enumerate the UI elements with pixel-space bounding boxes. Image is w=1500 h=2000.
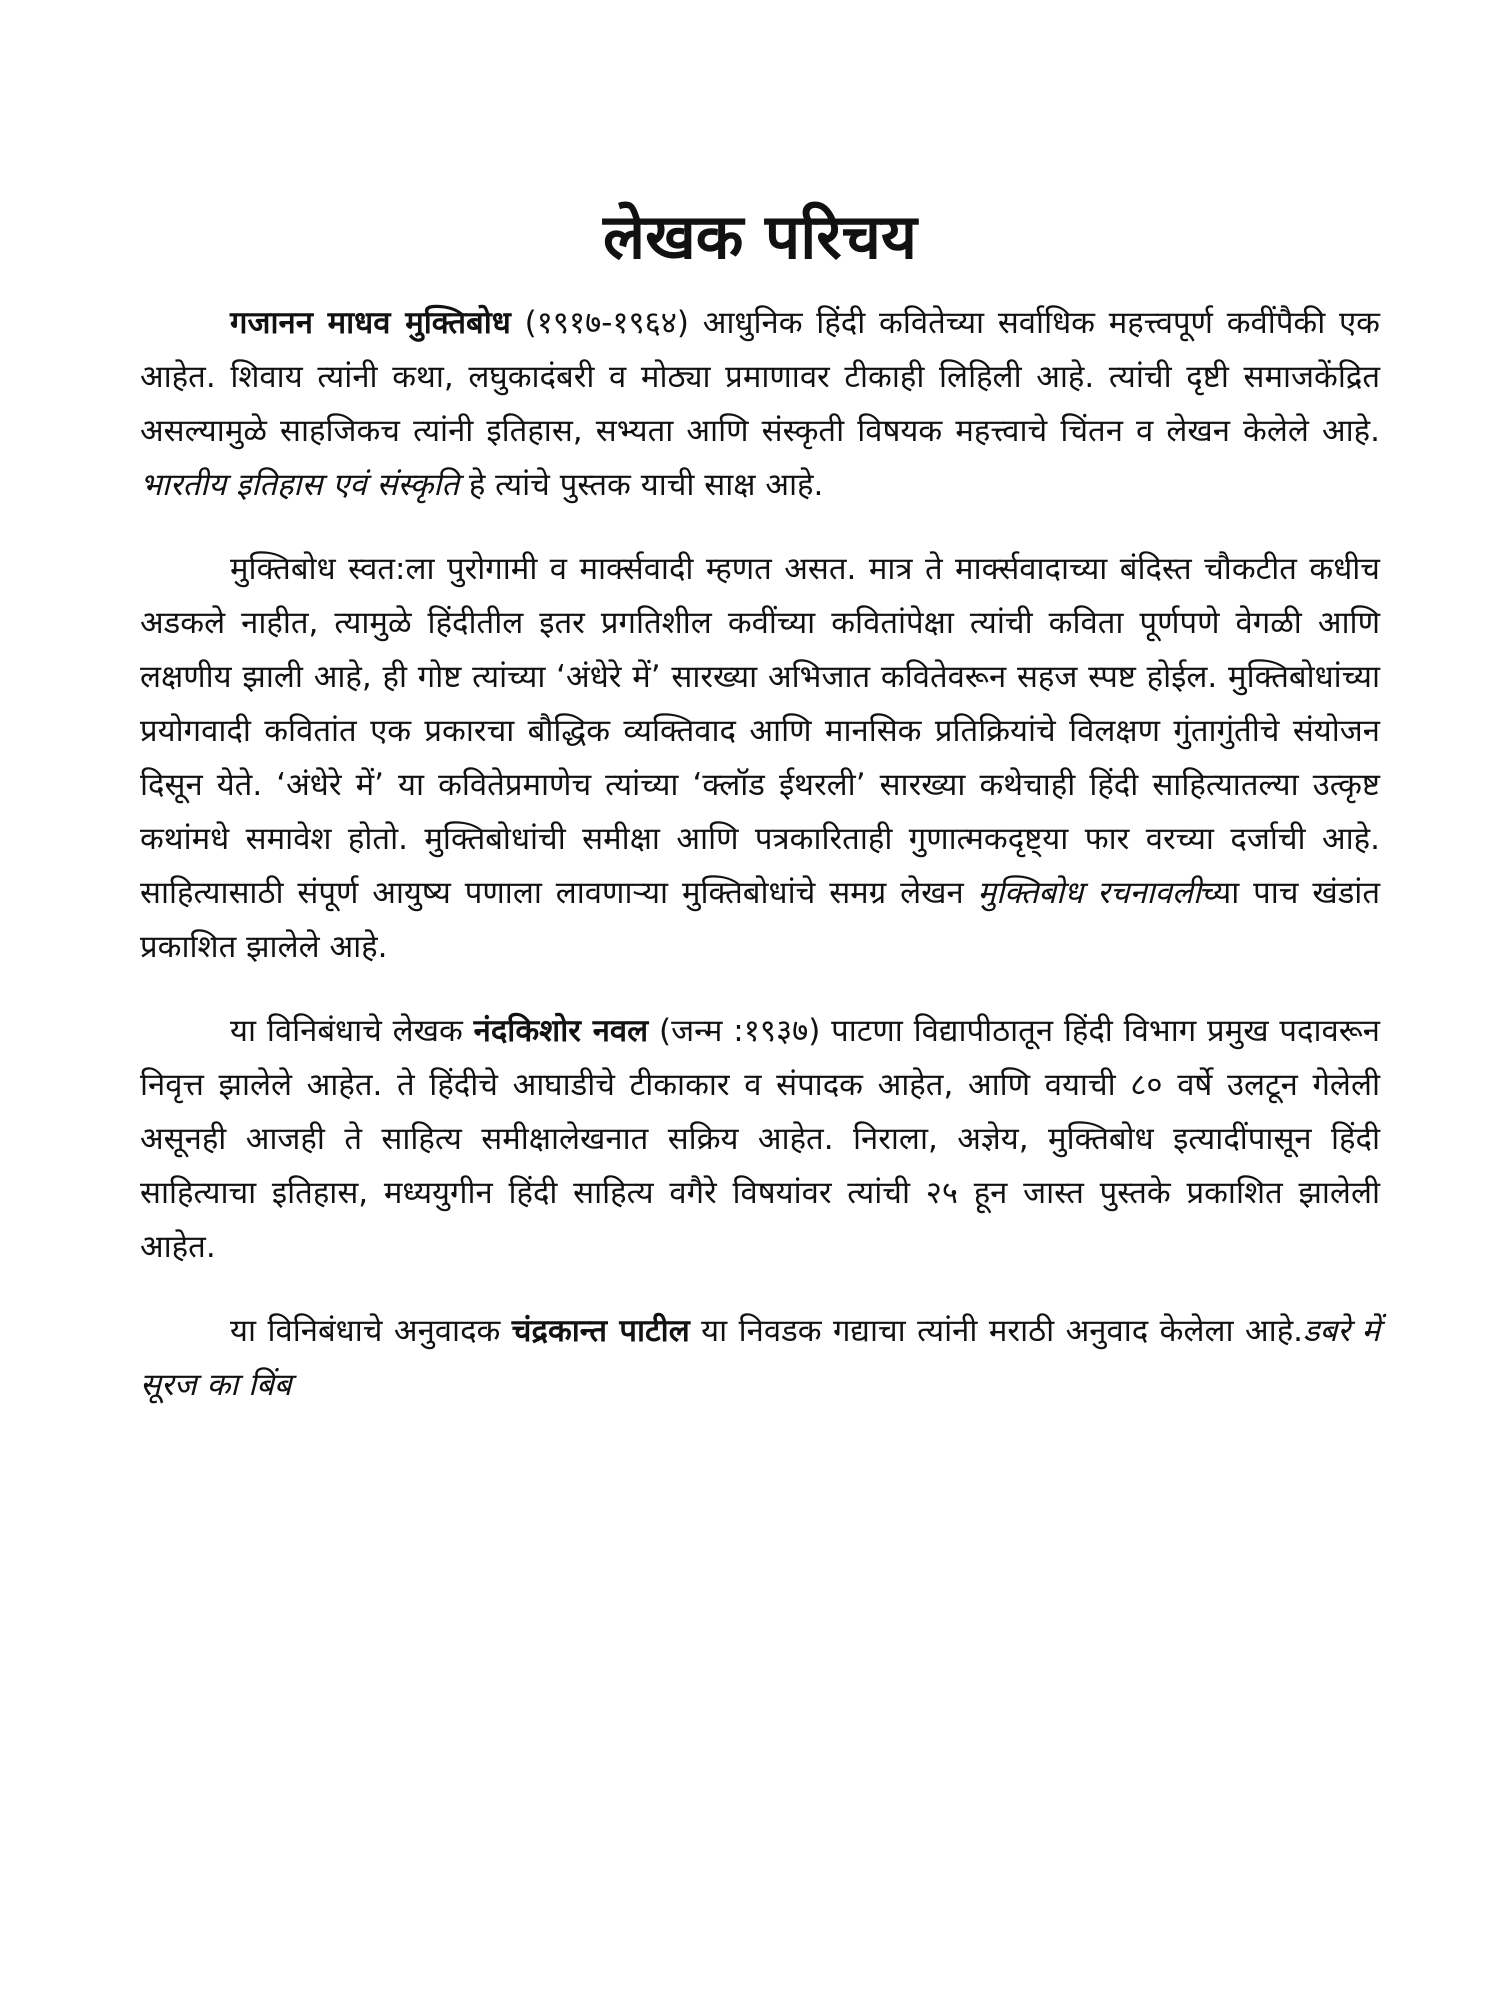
author-name: गजानन माधव मुक्तिबोध [230,305,511,342]
paragraph-text: या विनिबंधाचे लेखक [230,1013,474,1050]
paragraph-translator [140,1304,1380,1412]
writer-name: नंदकिशोर नवल [473,1013,649,1050]
paragraph-muktibodh-work [140,542,1380,974]
paragraph-text: या विनिबंधाचे अनुवादक [230,1313,512,1350]
paragraph-text: च्या पाच खंडांत प्रकाशित झालेले आहे. [140,875,1380,966]
book-title: मुक्तिबोध रचनावली [977,875,1201,912]
paragraph-text: मुक्तिबोध स्वत:ला पुरोगामी व मार्क्सवादी म्हणत असत. मात्र ते मार्क्सवादाच्या बंदिस्त चौकटीत कधीच अडकले नाहीत, त्यामुळे हिंदीतील इतर प्रगतिशील कवींच्या कवितांपेक्षा त्यांची कविता पूर्णपणे वेगळी आणि लक्षणीय झाली आहे, ही गोष्ट त्यांच्या ‘अंधेरे में’ सारख्या अभिजात कवितेवरून सहज स्पष्ट होईल. मुक्तिबोधांच्या प्रयोगवादी कवितांत एक प्रकारचा बौद्धिक व्यक्तिवाद आणि मानसिक प्रतिक्रियांचे विलक्षण गुंतागुंतीचे संयोजन दिसून येते. ‘अंधेरे में’ या कवितेप्रमाणेच त्यांच्या ‘क्लॉड ईथरली’ सारख्या कथेचाही हिंदी साहित्यातल्या उत्कृष्ट कथांमधे समावेश होतो. मुक्तिबोधांची समीक्षा आणि पत्रकारिताही गुणात्मकदृष्ट्या फार वरच्या दर्जाची आहे. साहित्यासाठी संपूर्ण आयुष्य पणाला लावणाऱ्या मुक्तिबोधांचे समग्र लेखन [140,551,1380,912]
paragraph-muktibodh-intro [140,296,1380,512]
translator-name: चंद्रकान्त पाटील [511,1313,690,1350]
paragraph-text: (जन्म :१९३७) पाटणा विद्यापीठातून हिंदी विभाग प्रमुख पदावरून निवृत्त झालेले आहेत. ते हिंदीचे आघाडीचे टीकाकार व संपादक आहेत, आणि वयाची ८० वर्षे उलटून गेलेली असूनही आजही ते साहित्य समीक्षालेखनात सक्रिय आहेत. निराला, अज्ञेय, मुक्तिबोध इत्यादींपासून हिंदी साहित्याचा इतिहास, मध्ययुगीन हिंदी साहित्य वगैरे विषयांवर त्यांची २५ हून जास्त पुस्तके प्रकाशित झालेली आहेत. [140,1013,1380,1266]
paragraph-text: (१९१७-१९६४) आधुनिक हिंदी कवितेच्या सर्वाधिक महत्त्वपूर्ण कवींपैकी एक आहेत. शिवाय त्यांनी कथा, लघुकादंबरी व मोठ्या प्रमाणावर टीकाही लिहिली आहे. त्यांची दृष्टी समाजकेंद्रित असल्यामुळे साहजिकच त्यांनी इतिहास, सभ्यता आणि संस्कृती विषयक महत्त्वाचे चिंतन व लेखन केलेले आहे. [140,305,1380,450]
paragraph-writer [140,1004,1380,1274]
page-title: लेखक परिचय [603,200,917,273]
book-title: भारतीय इतिहास एवं संस्कृति [140,467,460,504]
paragraph-text: हे त्यांचे पुस्तक याची साक्ष आहे. [459,467,824,504]
page [140,200,1380,1442]
paragraph-text: या निवडक गद्याचा त्यांनी मराठी अनुवाद केलेला आहे. [689,1313,1304,1350]
book-title: डबरे में सूरज का बिंब [140,1313,1380,1404]
